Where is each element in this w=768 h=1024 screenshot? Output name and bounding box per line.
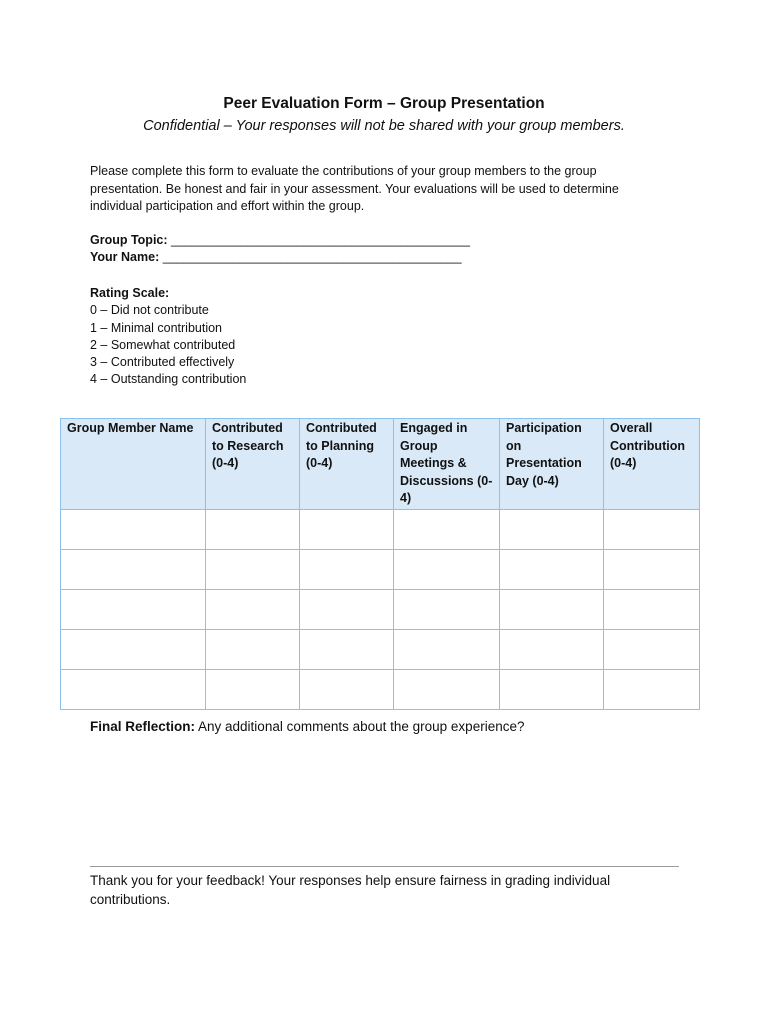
rating-item-2: 2 – Somewhat contributed	[90, 337, 236, 352]
table-cell[interactable]	[61, 509, 206, 549]
header-meetings: Engaged in Group Meetings & Discussions (0-4)	[394, 419, 500, 510]
table-header-row	[61, 419, 700, 510]
header-presentation-day: Participation on Presentation Day (0-4)	[500, 419, 604, 510]
table-cell[interactable]	[500, 669, 604, 709]
reflection-prompt: Any additional comments about the group experience?	[195, 719, 525, 734]
table-cell[interactable]	[500, 589, 604, 629]
group-topic-label: Group Topic:	[90, 233, 168, 247]
table-row	[61, 509, 700, 549]
table-cell[interactable]	[300, 629, 394, 669]
header-member-name: Group Member Name	[61, 419, 206, 510]
table-cell[interactable]	[206, 509, 300, 549]
table-cell[interactable]	[604, 549, 700, 589]
table-cell[interactable]	[394, 629, 500, 669]
table-cell[interactable]	[394, 669, 500, 709]
table-cell[interactable]	[300, 549, 394, 589]
table-cell[interactable]	[300, 509, 394, 549]
table-cell[interactable]	[300, 589, 394, 629]
group-topic-field[interactable]	[90, 233, 470, 247]
rating-scale-heading: Rating Scale:	[90, 286, 170, 300]
table-cell[interactable]	[61, 669, 206, 709]
header-overall: Overall Contribution (0-4)	[604, 419, 700, 510]
your-name-field[interactable]	[90, 250, 462, 264]
rating-scale	[90, 285, 246, 389]
table-cell[interactable]	[206, 629, 300, 669]
table-cell[interactable]	[206, 589, 300, 629]
rating-item-4: 4 – Outstanding contribution	[90, 372, 247, 387]
evaluation-table	[60, 418, 700, 710]
table-cell[interactable]	[604, 629, 700, 669]
table-cell[interactable]	[394, 589, 500, 629]
page-title: Peer Evaluation Form – Group Presentation	[223, 95, 545, 112]
your-name-label: Your Name:	[90, 250, 160, 264]
table-cell[interactable]	[61, 549, 206, 589]
table-cell[interactable]	[500, 509, 604, 549]
table-cell[interactable]	[394, 509, 500, 549]
table-cell[interactable]	[604, 509, 700, 549]
group-topic-line[interactable]: ___________________________________________	[167, 233, 470, 247]
table-cell[interactable]	[206, 669, 300, 709]
rating-item-0: 0 – Did not contribute	[90, 303, 209, 318]
header-research: Contributed to Research (0-4)	[206, 419, 300, 510]
intro-paragraph: Please complete this form to evaluate the contributions of your group members to the group presentation. Be honest and fair in your assessment. Your evaluations will be used to determine individual participation and effort within the group.	[90, 164, 619, 213]
table-cell[interactable]	[500, 629, 604, 669]
table-cell[interactable]	[394, 549, 500, 589]
divider-line	[90, 866, 679, 867]
table-row	[61, 589, 700, 629]
table-cell[interactable]	[300, 669, 394, 709]
table-cell[interactable]	[61, 629, 206, 669]
rating-item-3: 3 – Contributed effectively	[90, 355, 235, 370]
table-row	[61, 669, 700, 709]
header-planning: Contributed to Planning (0-4)	[300, 419, 394, 510]
table-cell[interactable]	[604, 669, 700, 709]
table-row	[61, 629, 700, 669]
thank-you-note: Thank you for your feedback! Your responses help ensure fairness in grading individual contributions.	[90, 873, 611, 907]
page-subtitle: Confidential – Your responses will not be shared with your group members.	[143, 118, 625, 134]
reflection-label: Final Reflection:	[90, 719, 196, 734]
table-cell[interactable]	[206, 549, 300, 589]
table-row	[61, 549, 700, 589]
table-cell[interactable]	[500, 549, 604, 589]
table-cell[interactable]	[61, 589, 206, 629]
final-reflection	[90, 719, 524, 734]
your-name-line[interactable]: ___________________________________________	[159, 250, 462, 264]
table-cell[interactable]	[604, 589, 700, 629]
rating-item-1: 1 – Minimal contribution	[90, 320, 223, 335]
